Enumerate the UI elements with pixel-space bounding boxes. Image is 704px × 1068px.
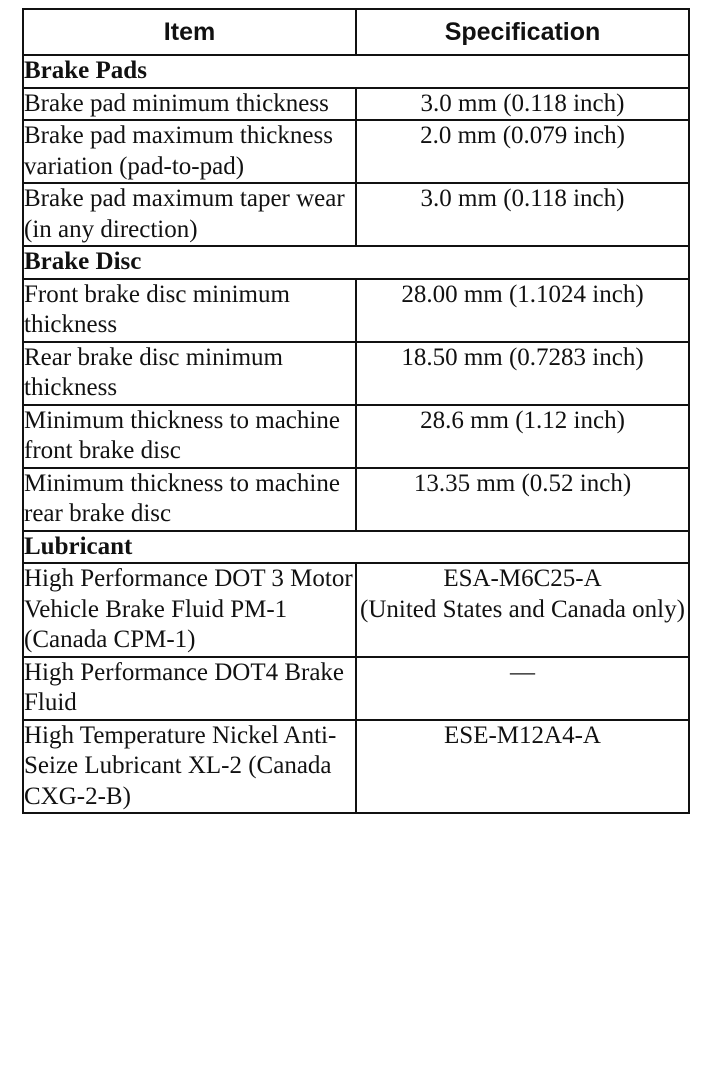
table-row (23, 563, 689, 657)
section-row-lubricant (23, 531, 689, 564)
table-row (23, 183, 689, 246)
item-cell: High Temperature Nickel Anti-Seize Lubricant XL-2 (Canada CXG-2-B) (23, 720, 356, 814)
spec-cell: 28.6 mm (1.12 inch) (356, 405, 689, 468)
table-row (23, 342, 689, 405)
table-row (23, 405, 689, 468)
item-cell: Minimum thickness to machine front brake disc (23, 405, 356, 468)
table-row (23, 120, 689, 183)
spec-cell: ESE-M12A4-A (356, 720, 689, 814)
spec-cell: ESA-M6C25-A (United States and Canada only) (356, 563, 689, 657)
item-cell: Brake pad maximum thickness variation (pad-to-pad) (23, 120, 356, 183)
table-row (23, 720, 689, 814)
item-column-header: Item (23, 9, 356, 55)
spec-cell: 18.50 mm (0.7283 inch) (356, 342, 689, 405)
item-cell: Brake pad maximum taper wear (in any direction) (23, 183, 356, 246)
section-title: Brake Disc (23, 246, 689, 279)
spec-cell: 2.0 mm (0.079 inch) (356, 120, 689, 183)
specification-table (22, 8, 690, 814)
item-cell: Front brake disc minimum thickness (23, 279, 356, 342)
item-cell: Brake pad minimum thickness (23, 88, 356, 121)
section-row-brake-disc (23, 246, 689, 279)
section-title: Brake Pads (23, 55, 689, 88)
item-cell: Minimum thickness to machine rear brake disc (23, 468, 356, 531)
spec-cell: 28.00 mm (1.1024 inch) (356, 279, 689, 342)
item-cell: High Performance DOT4 Brake Fluid (23, 657, 356, 720)
spec-cell: 13.35 mm (0.52 inch) (356, 468, 689, 531)
section-title: Lubricant (23, 531, 689, 564)
item-cell: Rear brake disc minimum thickness (23, 342, 356, 405)
table-row (23, 468, 689, 531)
table-row (23, 88, 689, 121)
item-cell: High Performance DOT 3 Motor Vehicle Brake Fluid PM-1 (Canada CPM-1) (23, 563, 356, 657)
section-row-brake-pads (23, 55, 689, 88)
spec-cell: 3.0 mm (0.118 inch) (356, 88, 689, 121)
spec-cell: 3.0 mm (0.118 inch) (356, 183, 689, 246)
spec-cell: — (356, 657, 689, 720)
header-row (23, 9, 689, 55)
specification-column-header: Specification (356, 9, 689, 55)
table-row (23, 279, 689, 342)
table-row (23, 657, 689, 720)
